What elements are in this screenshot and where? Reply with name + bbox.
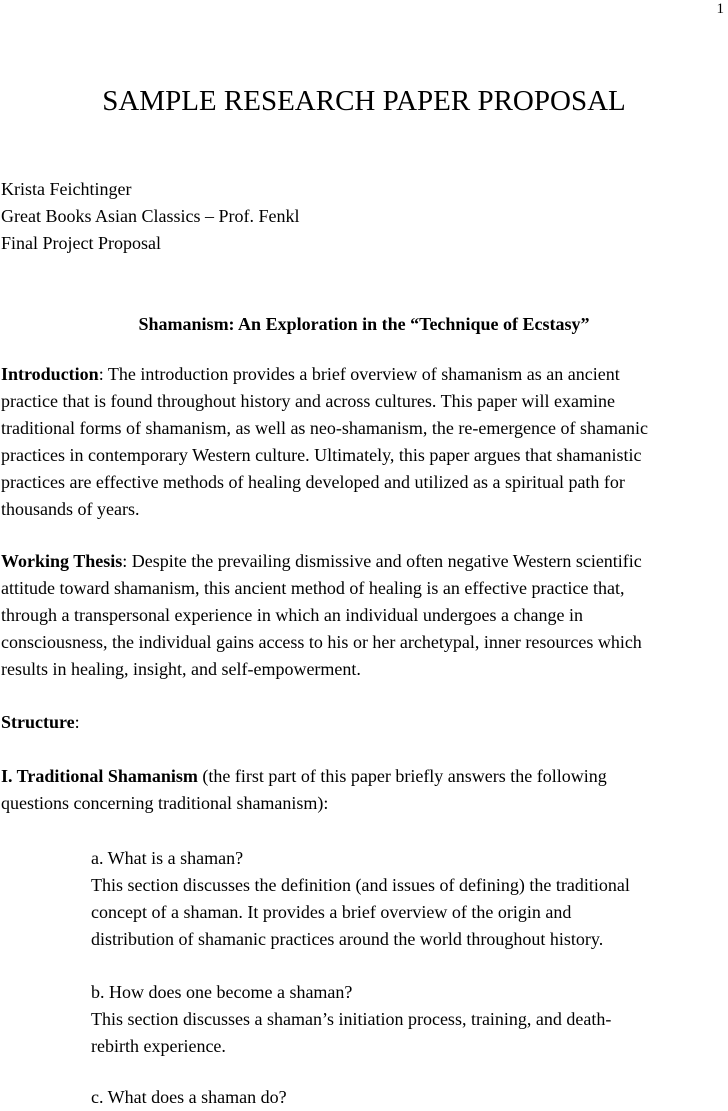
introduction-line: traditional forms of shamanism, as well as neo-shamanism, the re-emergence of shamanic: [1, 418, 648, 438]
assignment-name: Final Project Proposal: [1, 233, 161, 253]
list-item: [91, 845, 630, 953]
introduction-line: practices in contemporary Western culture. Ultimately, this paper argues that shamanistic: [1, 445, 642, 465]
introduction-line: practice that is found throughout history and across cultures. This paper will examine: [1, 391, 616, 411]
thesis-paragraph: [1, 548, 642, 683]
item-question: b. How does one become a shaman?: [91, 982, 353, 1002]
paper-title: Shamanism: An Exploration in the “Technique of Ecstasy”: [138, 314, 590, 334]
introduction-label: Introduction: [1, 364, 99, 384]
thesis-label: Working Thesis: [1, 551, 123, 571]
structure-heading: [1, 709, 80, 736]
item-line: concept of a shaman. It provides a brief overview of the origin and: [91, 902, 572, 922]
section-line: questions concerning traditional shamanism):: [1, 793, 329, 813]
thesis-line: consciousness, the individual gains access to his or her archetypal, inner resources which: [1, 632, 642, 652]
section-line: (the first part of this paper briefly answers the following: [197, 766, 607, 786]
author-name: Krista Feichtinger: [1, 179, 132, 199]
thesis-line: results in healing, insight, and self-empowerment.: [1, 659, 361, 679]
list-item: [91, 979, 611, 1060]
page-number: 1: [716, 1, 724, 17]
item-line: rebirth experience.: [91, 1036, 226, 1056]
structure-suffix: :: [74, 712, 80, 732]
introduction-paragraph: [1, 361, 648, 523]
introduction-line: practices are effective methods of healing developed and utilized as a spiritual path for: [1, 472, 625, 492]
introduction-line: : The introduction provides a brief overview of shamanism as an ancient: [98, 364, 620, 384]
item-line: This section discusses a shaman’s initiation process, training, and death-: [91, 1009, 612, 1029]
item-question: c. What does a shaman do?: [91, 1087, 287, 1107]
item-line: distribution of shamanic practices around the world throughout history.: [91, 929, 604, 949]
introduction-line: thousands of years.: [1, 499, 140, 519]
item-question: a. What is a shaman?: [91, 848, 244, 868]
thesis-line: : Despite the prevailing dismissive and often negative Western scientific: [122, 551, 642, 571]
list-item: [91, 1084, 287, 1111]
section-traditional-shamanism: [1, 763, 607, 817]
section-label: I. Traditional Shamanism: [1, 766, 198, 786]
course-name: Great Books Asian Classics – Prof. Fenkl: [1, 206, 300, 226]
item-line: This section discusses the definition (and issues of defining) the traditional: [91, 875, 630, 895]
document-title: SAMPLE RESEARCH PAPER PROPOSAL: [102, 85, 626, 117]
thesis-line: through a transpersonal experience in which an individual undergoes a change in: [1, 605, 583, 625]
thesis-line: attitude toward shamanism, this ancient method of healing is an effective practice that,: [1, 578, 625, 598]
header-block: [1, 176, 300, 257]
structure-label: Structure: [1, 712, 75, 732]
